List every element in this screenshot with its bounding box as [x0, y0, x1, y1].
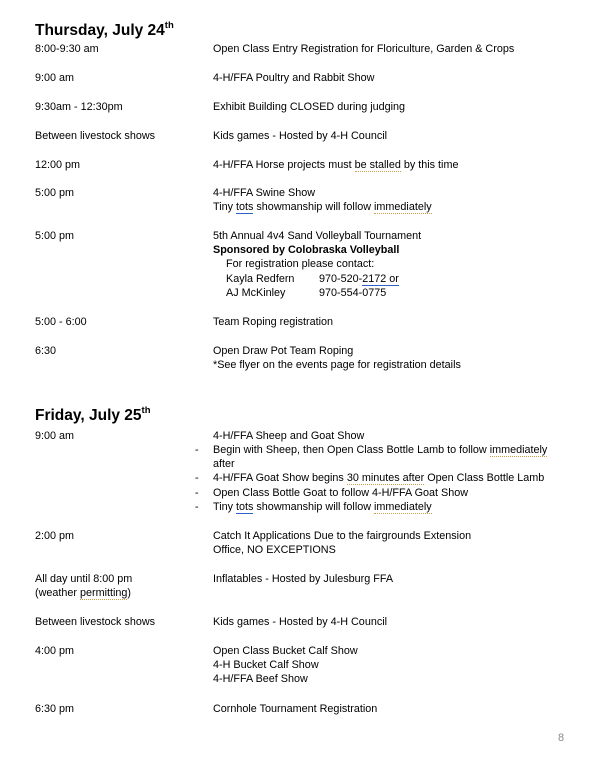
text-segment: showmanship will follow: [253, 201, 375, 213]
text-segment: Open Class Bottle Lamb: [424, 472, 545, 484]
text-segment: Begin with Sheep, then Open Class Bottle Lamb to follow: [213, 444, 490, 456]
contact-intro: For registration please contact:: [226, 258, 375, 270]
schedule-time: 9:00 am: [35, 430, 75, 442]
schedule-time: 9:00 am: [35, 72, 75, 84]
thursday-heading: [35, 22, 174, 40]
friday-heading-text: Friday, July 25: [35, 407, 142, 424]
schedule-description: Team Roping registration: [213, 316, 334, 328]
bullet-item: [213, 471, 544, 485]
spellcheck-flag: immediately: [374, 501, 432, 513]
thursday-heading-sup: th: [164, 20, 174, 31]
schedule-time: 5:00 pm: [35, 187, 75, 199]
contact-name: Kayla Redfern: [226, 273, 295, 285]
text-segment: 4-H/FFA Goat Show begins: [213, 472, 347, 484]
contact-phone: [319, 272, 399, 286]
text-segment: 4-H/FFA Horse projects must: [213, 159, 355, 171]
schedule-description: 4-H/FFA Sheep and Goat Show: [213, 430, 365, 442]
page-number: 8: [558, 732, 565, 744]
schedule-time: 6:30: [35, 345, 57, 357]
thursday-heading-text: Thursday, July 24: [35, 22, 165, 39]
text-segment: (weather: [35, 587, 81, 599]
schedule-description-line: [213, 200, 432, 214]
schedule-description: Exhibit Building CLOSED during judging: [213, 101, 406, 113]
schedule-time: Between livestock shows: [35, 616, 156, 628]
schedule-description: Kids games - Hosted by 4-H Council: [213, 616, 388, 628]
schedule-description: [213, 158, 458, 172]
text-segment: Tiny: [213, 501, 236, 513]
schedule-time: 12:00 pm: [35, 159, 81, 171]
bullet-item: [213, 443, 547, 457]
grammar-flag: tots: [236, 501, 254, 513]
schedule-time: 5:00 - 6:00: [35, 316, 87, 328]
contact-name: AJ McKinley: [226, 287, 286, 299]
contact-phone: 970-554-0775: [319, 287, 387, 299]
text-segment: showmanship will follow: [253, 501, 375, 513]
schedule-time: 9:30am - 12:30pm: [35, 101, 123, 113]
friday-heading: [35, 407, 151, 425]
grammar-flag: 2172 or: [362, 273, 399, 285]
spellcheck-flag: be stalled: [354, 159, 401, 171]
schedule-description: Inflatables - Hosted by Julesburg FFA: [213, 573, 394, 585]
bullet-dash: -: [195, 501, 199, 513]
schedule-time: 6:30 pm: [35, 703, 75, 715]
schedule-time: 5:00 pm: [35, 230, 75, 242]
text-segment: ): [127, 587, 132, 599]
text-segment: 970-520-: [319, 273, 363, 285]
bullet-item: Open Class Bottle Goat to follow 4-H/FFA Goat Show: [213, 487, 469, 499]
schedule-description-line: *See flyer on the events page for registration details: [213, 359, 461, 371]
sponsor-line: Sponsored by Colobraska Volleyball: [213, 244, 400, 256]
schedule-time: 4:00 pm: [35, 645, 75, 657]
schedule-time: 8:00-9:30 am: [35, 43, 99, 55]
spellcheck-flag: 30 minutes after: [346, 472, 425, 484]
schedule-time-note: [35, 586, 131, 600]
schedule-description-line: 4-H/FFA Beef Show: [213, 673, 308, 685]
schedule-time: All day until 8:00 pm: [35, 573, 133, 585]
schedule-description-line: Office, NO EXCEPTIONS: [213, 544, 336, 556]
schedule-description: 5th Annual 4v4 Sand Volleyball Tournament: [213, 230, 422, 242]
friday-heading-sup: th: [141, 405, 151, 416]
spellcheck-flag: immediately: [374, 201, 432, 213]
schedule-description: Open Class Bucket Calf Show: [213, 645, 358, 657]
bullet-dash: -: [195, 487, 199, 499]
schedule-description: 4-H/FFA Poultry and Rabbit Show: [213, 72, 375, 84]
schedule-description: Open Class Entry Registration for Floriculture, Garden & Crops: [213, 43, 515, 55]
schedule-description: Open Draw Pot Team Roping: [213, 345, 354, 357]
bullet-item: [213, 500, 432, 514]
schedule-time: Between livestock shows: [35, 130, 156, 142]
spellcheck-flag: immediately: [489, 444, 548, 456]
schedule-description: Cornhole Tournament Registration: [213, 703, 378, 715]
bullet-dash: -: [195, 472, 199, 484]
schedule-description: Catch It Applications Due to the fairgrounds Extension: [213, 530, 472, 542]
schedule-description-line: 4-H Bucket Calf Show: [213, 659, 319, 671]
schedule-description: Kids games - Hosted by 4-H Council: [213, 130, 388, 142]
schedule-description: 4-H/FFA Swine Show: [213, 187, 316, 199]
spellcheck-flag: permitting: [80, 587, 128, 599]
text-segment: Tiny: [213, 201, 236, 213]
grammar-flag: tots: [236, 201, 254, 213]
bullet-dash: -: [195, 444, 199, 456]
text-segment: by this time: [400, 159, 459, 171]
schedule-time: 2:00 pm: [35, 530, 75, 542]
bullet-item-continued: after: [213, 458, 235, 470]
